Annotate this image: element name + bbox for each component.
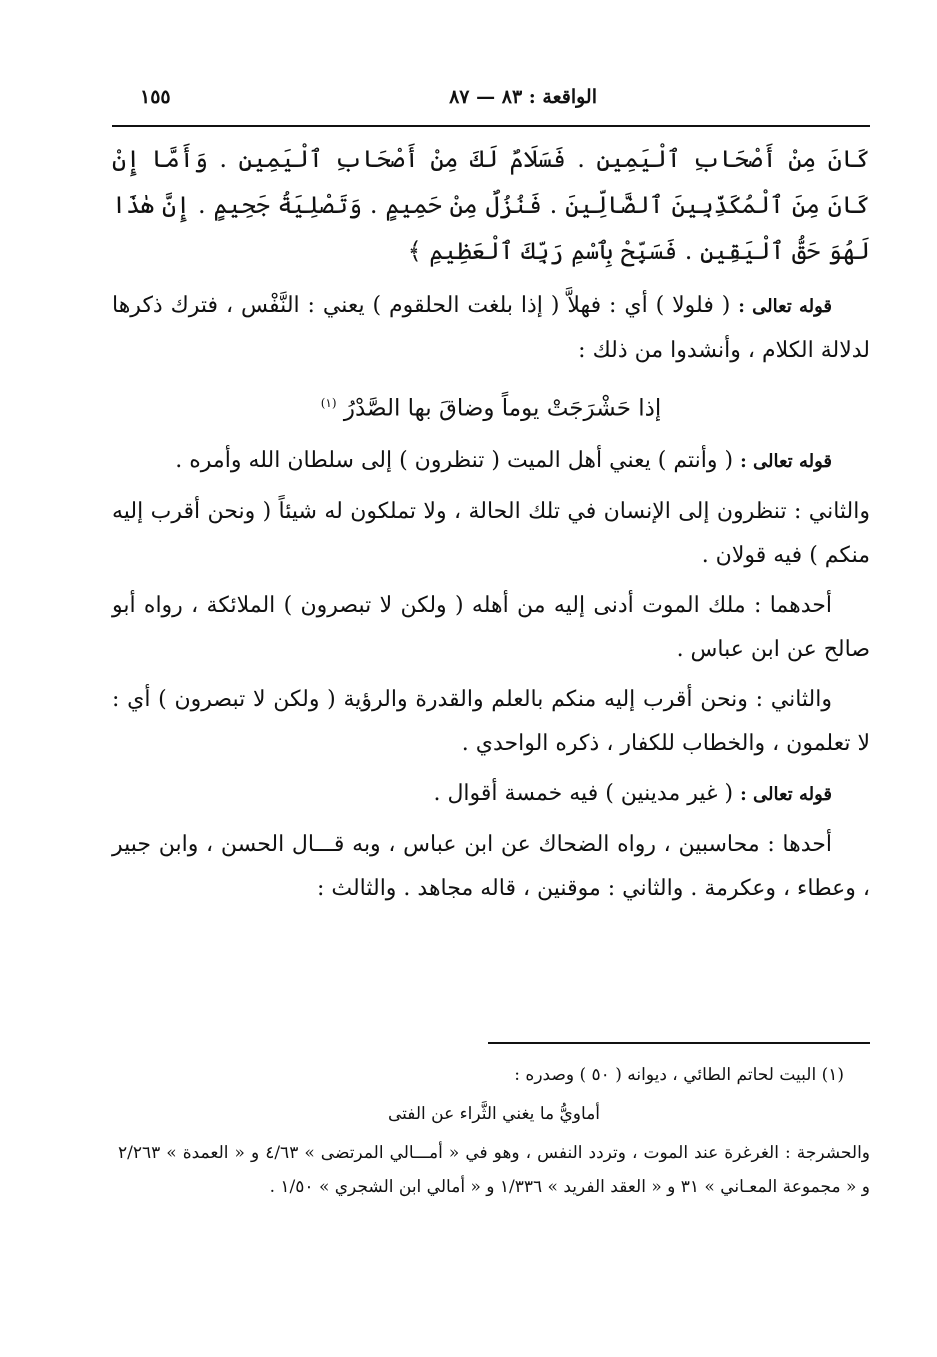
main-text [112,136,870,913]
paragraph-text: ( فلولا ) أي : فهلاَّ ( إذا بلغت الحلقوم ) يعني : النَّفْس ، فترك ذكرها لدلالة الكلام ، وأنشدوا من ذلك : [112,293,870,363]
paragraph-lead: قوله تعالى : [740,450,832,472]
paragraph-text: والثاني : ونحن أقرب إليه منكم بالعلم والقدرة والرؤية ( ولكن لا تبصرون ) أي : لا تعلمون ، والخطاب للكفار ، ذكره الواحدي . [112,686,870,756]
footnote-2: والحشرجة : الغرغرة عند الموت ، وتردد النفس ، وهو في « أمـــالي المرتضى » ٤/٦٣ و « العمدة » ٢/٢٦٣ و « مجموعة المعـاني » ٣١ و « العقد الفريد » ١/٣٣٦ و « أمالي ابن الشجري » ١/٥٠ . [118,1143,870,1197]
commentary-paragraph-6 [112,772,870,817]
quran-verses: كَانَ مِنْ أَصْحَابِ ٱلْيَمِينِ . فَسَلَامٌ لَكَ مِنْ أَصْحَابِ ٱلْيَمِينِ . وَأَمَّا إِنْ كَانَ مِنَ ٱلْمُكَذِّبِينَ ٱلضَّالِّينَ . فَنُزُلٌ مِنْ حَمِيمٍ . وَتَصْلِيَةُ جَحِيمٍ . إِنَّ هٰذَا لَهُوَ حَقُّ ٱلْيَقِينِ . فَسَبِّحْ بِٱسْمِ رَبِّكَ ٱلْعَظِيمِ ﴾ [112,145,870,265]
commentary-paragraph-5 [112,678,870,766]
footnote-marker: (١) [320,396,337,410]
commentary-paragraph-4 [112,584,870,672]
footnotes [118,1058,870,1204]
running-head [110,86,827,120]
paragraph-text: ( وأنتم ) يعني أهل الميت ( تنظرون ) إلى سلطان الله وأمره . [175,447,741,473]
page-number: ١٥٥ [140,86,171,108]
running-head-title: الواقعة : ٨٣ — ٨٧ [449,86,597,108]
footnote-1: (١) البيت لحاتم الطائي ، ديوانه ( ٥٠ ) وصدره : [514,1065,844,1085]
commentary-paragraph-2 [112,439,870,484]
paragraph-text: أحدهما : ملك الموت أدنى إليه من أهله ( ولكن لا تبصرون ) الملائكة ، رواه أبو صالح عن ابن عباس . [112,592,870,662]
commentary-paragraph-7 [112,823,870,911]
paragraph-text: أحدها : محاسبين ، رواه الضحاك عن ابن عباس ، وبه قـــال الحسن ، وابن جبير ، وعطاء ، وعكرمة . والثاني : موقنين ، قاله مجاهد . والثالث : [112,831,870,901]
commentary-paragraph-3 [112,490,870,578]
paragraph-lead: قوله تعالى : [740,783,832,805]
header-rule [112,125,870,127]
footnote-rule [488,1042,870,1044]
verse-text: إذا حَشْرَجَتْ يوماً وضاقَ بها الصَّدْرُ [343,395,662,422]
commentary-paragraph-1 [112,284,870,373]
paragraph-text: ( غير مدينين ) فيه خمسة أقوال . [433,780,741,806]
paragraph-text: والثاني : تنظرون إلى الإنسان في تلك الحالة ، ولا تملكون له شيئاً ( ونحن أقرب إليه منكم ) فيه قولان . [112,498,870,568]
poetry-verse [112,379,870,433]
paragraph-lead: قوله تعالى : [738,296,832,317]
footnote-verse: أماويُّ ما يغني الثَّراء عن الفتى [387,1104,601,1124]
